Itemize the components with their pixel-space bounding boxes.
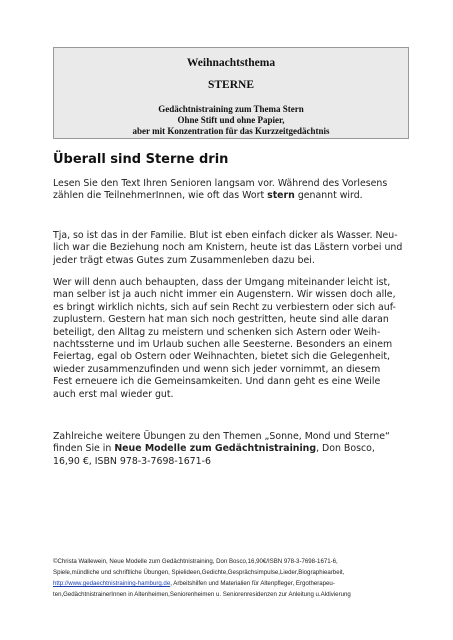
reference-line: 16,90 €, ISBN 978-3-7698-1671-6 xyxy=(53,455,211,467)
doc-subtitle: STERNE xyxy=(207,79,255,91)
footer-line: ten,GedächtnistrainerInnen in Altenheimen,Seniorenheimen u. Seniorenresidenzen zur Anleitung u.Aktivierung xyxy=(53,590,351,598)
story-line: Wer will denn auch behaupten, dass der Umgang miteinander leicht ist, xyxy=(53,277,391,288)
doc-title: Weihnachtsthema xyxy=(186,57,276,69)
story-line: beteiligt, den Alltag zu meistern und schenken sich Astern oder Weih- xyxy=(53,326,381,338)
intro-text: zählen die TeilnehmerInnen, wie oft das Wort xyxy=(53,190,268,202)
story-line: man selber ist ja auch nicht immer ein Augenstern. Wir wissen doch alle, xyxy=(53,289,396,301)
reference-line xyxy=(53,443,413,455)
reference-text: finden Sie in xyxy=(53,443,115,455)
book-reference xyxy=(53,431,413,468)
footer-line: Spiele,mündliche und schriftliche Übungen, Spielideen,Gedichte,Gesprächsimpulse,Lieder,Biographiearbeit, xyxy=(53,568,345,576)
footer-notice xyxy=(53,557,413,601)
intro-paragraph xyxy=(53,178,413,203)
intro-line: Lesen Sie den Text Ihren Senioren langsam vor. Während des Vorlesens xyxy=(53,178,388,189)
doc-topic-line: Gedächtnistraining zum Thema Stern xyxy=(158,104,304,114)
story-paragraph-2 xyxy=(53,277,413,401)
story-line: auch erst mal wieder gut. xyxy=(53,388,174,400)
story-paragraph-1 xyxy=(53,230,413,267)
keyword: stern xyxy=(267,190,295,202)
story-line: es bringt wirklich nichts, sich auf sein Recht zu verbiestern oder sich auf- xyxy=(53,301,396,313)
reference-line: Zahlreiche weitere Übungen zu den Themen „Sonne, Mond und Sterne“ xyxy=(53,431,390,442)
footer-text: , Arbeitshilfen und Materialien für Altenpfleger, Ergotherapeu- xyxy=(170,579,335,587)
intro-text: genannt wird. xyxy=(294,190,363,202)
story-line: Tja, so ist das in der Familie. Blut ist eben einfach dicker als Wasser. Neu- xyxy=(53,230,398,241)
reference-text: , Don Bosco, xyxy=(316,443,375,455)
story-line: jeder trägt etwas Gutes zum Zusammenleben dazu bei. xyxy=(53,254,315,266)
story-line: Fest erneuere ich die Gemeinsamkeiten. Und dann geht es eine Weile xyxy=(53,376,381,388)
section-heading: Überall sind Sterne drin xyxy=(53,152,229,167)
footer-line: ©Christa Wallewein, Neue Modelle zum Gedächtnistraining, Don Bosco,16,90€/ISBN 978-3-7698-1671-6, xyxy=(53,558,338,565)
story-line: nachtssterne und im Urlaub suchen alle Seesterne. Besonders an einem xyxy=(53,339,393,351)
footer-line xyxy=(53,579,413,590)
doc-topic-line: aber mit Konzentration für das Kurzzeitgedächtnis xyxy=(132,126,330,136)
intro-line xyxy=(53,190,413,202)
story-line: wieder zusammenzufinden und wenn sich jeder vornimmt, an diesem xyxy=(53,363,381,375)
book-title: Neue Modelle zum Gedächtnistraining xyxy=(114,443,317,455)
story-line: zuplustern. Gestern hat man sich noch gestritten, heute sind alle daran xyxy=(53,314,389,326)
title-box xyxy=(53,47,409,139)
story-line: Feiertag, egal ob Ostern oder Weihnachten, bietet sich die Gelegenheit, xyxy=(53,351,391,363)
doc-topic-line: Ohne Stift und ohne Papier, xyxy=(177,115,285,125)
website-link[interactable]: http://www.gedaechtnistraining-hamburg.de xyxy=(53,579,171,587)
story-line: lich war die Beziehung noch am Knistern, heute ist das Lästern vorbei und xyxy=(53,242,403,254)
